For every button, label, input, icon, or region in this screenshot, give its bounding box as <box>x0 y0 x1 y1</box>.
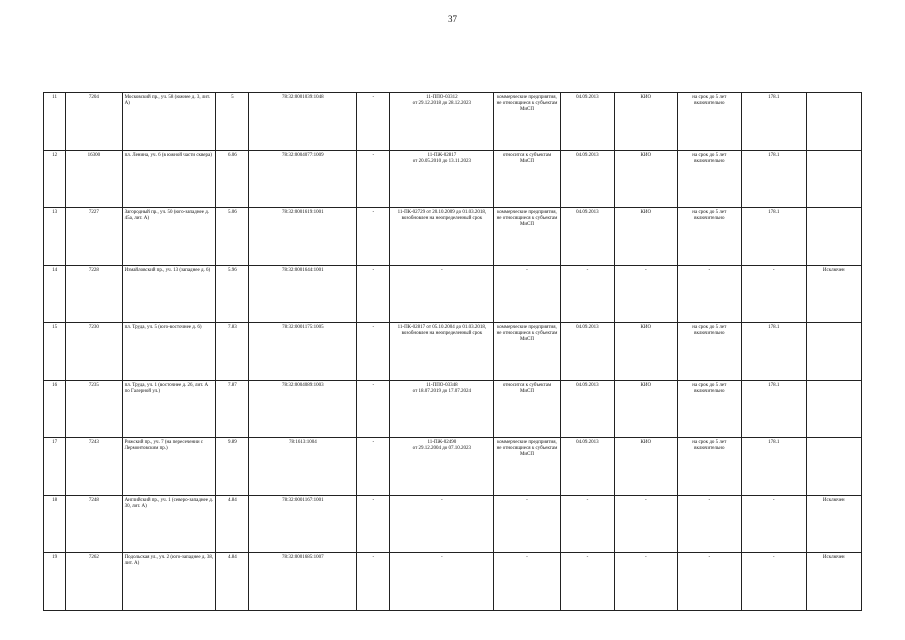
authority-cell: КИО <box>615 380 677 438</box>
term-cell: на срок до 5 лет включительно <box>677 438 741 496</box>
address-cell: пл. Труда, уч. 5 (юго-восточнее д. 6) <box>122 323 216 381</box>
row-number: 18 <box>44 495 66 553</box>
area-cell: 9.89 <box>216 438 249 496</box>
cadastral-number: 78:32:0001175:1005 <box>249 323 357 381</box>
lease-contract: 11-ПЖ-02817 от 20.05.2010 до 13.11.2023 <box>390 150 494 208</box>
area-cell: 7.83 <box>216 323 249 381</box>
row-number: 16 <box>44 380 66 438</box>
table-row <box>44 208 862 266</box>
area-cell: 5.96 <box>216 265 249 323</box>
date-cell: - <box>560 553 614 611</box>
status-cell: Исключен <box>806 553 862 611</box>
code-cell: - <box>742 495 806 553</box>
authority-cell: КИО <box>615 150 677 208</box>
area-cell: 4.84 <box>216 495 249 553</box>
object-code: 7204 <box>66 93 122 151</box>
address-cell: Загородный пр., уч. 50 (юго-западнее д. 45а, лит. А) <box>122 208 216 266</box>
authority-cell: - <box>615 553 677 611</box>
object-code: 16300 <box>66 150 122 208</box>
code-cell: 178.1 <box>742 380 806 438</box>
date-cell: 04.09.2013 <box>560 438 614 496</box>
registry-table <box>43 92 862 611</box>
term-cell: на срок до 5 лет включительно <box>677 208 741 266</box>
organization-type: - <box>494 265 560 323</box>
lease-contract: 11-ППО-03312 от 29.12.2018 до 28.12.2023 <box>390 93 494 151</box>
code-cell: 178.1 <box>742 150 806 208</box>
lease-contract: 11-ПК-02729 от 20.10.2009 до 01.03.2018, возобновлен на неопределенный срок <box>390 208 494 266</box>
empty-cell: - <box>357 553 390 611</box>
term-cell: на срок до 5 лет включительно <box>677 150 741 208</box>
object-code: 7262 <box>66 553 122 611</box>
row-number: 15 <box>44 323 66 381</box>
organization-type: - <box>494 495 560 553</box>
address-cell: Подольская ул., уч. 2 (юго-западнее д. 38, лит. А) <box>122 553 216 611</box>
address-cell: Английский пр., уч. 1 (северо-западнее д. 30, лит. А) <box>122 495 216 553</box>
organization-type: - <box>494 553 560 611</box>
row-number: 14 <box>44 265 66 323</box>
area-cell: 5 <box>216 93 249 151</box>
row-number: 13 <box>44 208 66 266</box>
term-cell: на срок до 5 лет включительно <box>677 380 741 438</box>
status-cell <box>806 150 862 208</box>
table-row <box>44 93 862 151</box>
address-cell: Рижский пр., уч. 7 (на пересечении с Лермонтовским пр.) <box>122 438 216 496</box>
cadastral-number: 78:32:0001039:1048 <box>249 93 357 151</box>
table-row <box>44 438 862 496</box>
authority-cell: КИО <box>615 323 677 381</box>
organization-type: относится к субъектам МиСП <box>494 380 560 438</box>
table-row <box>44 380 862 438</box>
empty-cell: - <box>357 380 390 438</box>
code-cell: - <box>742 553 806 611</box>
code-cell: 178.1 <box>742 438 806 496</box>
empty-cell: - <box>357 150 390 208</box>
date-cell: 04.09.2013 <box>560 323 614 381</box>
organization-type: коммерческие предприятия, не относящиеся к субъектам МиСП <box>494 208 560 266</box>
object-code: 7227 <box>66 208 122 266</box>
address-cell: Московский пр., уч. 58 (южнее д. 3, лит. А) <box>122 93 216 151</box>
status-cell <box>806 93 862 151</box>
date-cell: - <box>560 265 614 323</box>
organization-type: относится к субъектам МиСП <box>494 150 560 208</box>
status-cell <box>806 438 862 496</box>
lease-contract: - <box>390 265 494 323</box>
status-cell <box>806 208 862 266</box>
empty-cell: - <box>357 438 390 496</box>
address-cell: пл. Труда, уч. 1 (восточнее д. 26, лит. А по Галерной ул.) <box>122 380 216 438</box>
empty-cell: - <box>357 323 390 381</box>
area-cell: 4.84 <box>216 553 249 611</box>
row-number: 17 <box>44 438 66 496</box>
row-number: 12 <box>44 150 66 208</box>
object-code: 7248 <box>66 495 122 553</box>
cadastral-number: 78:32:0004077:1009 <box>249 150 357 208</box>
date-cell: 04.09.2013 <box>560 380 614 438</box>
organization-type: коммерческие предприятия, не относящиеся к субъектам МиСП <box>494 438 560 496</box>
address-cell: пл. Ленина, уч. 6 (в южной части сквера) <box>122 150 216 208</box>
cadastral-number: 78:32:0001167:1001 <box>249 495 357 553</box>
area-cell: 7.87 <box>216 380 249 438</box>
organization-type: коммерческие предприятия, не относящиеся к субъектам МиСП <box>494 93 560 151</box>
code-cell: - <box>742 265 806 323</box>
row-number: 11 <box>44 93 66 151</box>
table-row <box>44 553 862 611</box>
cadastral-number: 78:32:0004089:1003 <box>249 380 357 438</box>
cadastral-number: 78:1613:1004 <box>249 438 357 496</box>
authority-cell: КИО <box>615 208 677 266</box>
page-number: 37 <box>448 14 457 24</box>
cadastral-number: 78:32:0001685:1007 <box>249 553 357 611</box>
date-cell: 04.09.2013 <box>560 150 614 208</box>
table-row <box>44 150 862 208</box>
authority-cell: КИО <box>615 438 677 496</box>
empty-cell: - <box>357 93 390 151</box>
organization-type: коммерческие предприятия, не относящиеся к субъектам МиСП <box>494 323 560 381</box>
empty-cell: - <box>357 208 390 266</box>
empty-cell: - <box>357 265 390 323</box>
code-cell: 178.1 <box>742 208 806 266</box>
lease-contract: - <box>390 495 494 553</box>
object-code: 7243 <box>66 438 122 496</box>
date-cell: 04.09.2013 <box>560 93 614 151</box>
cadastral-number: 78:32:0001644:1001 <box>249 265 357 323</box>
lease-contract: 11-ППО-03348 от 18.07.2019 до 17.07.2024 <box>390 380 494 438</box>
term-cell: - <box>677 553 741 611</box>
status-cell <box>806 380 862 438</box>
object-code: 7230 <box>66 323 122 381</box>
cadastral-number: 78:32:0001619:1001 <box>249 208 357 266</box>
lease-contract: 11-ПК-02817 от 05.10.2004 до 01.03.2018, возобновлен на неопределенный срок <box>390 323 494 381</box>
date-cell: - <box>560 495 614 553</box>
area-cell: 5.06 <box>216 208 249 266</box>
term-cell: - <box>677 265 741 323</box>
authority-cell: - <box>615 495 677 553</box>
authority-cell: КИО <box>615 93 677 151</box>
term-cell: на срок до 5 лет включительно <box>677 323 741 381</box>
object-code: 7228 <box>66 265 122 323</box>
table-row <box>44 265 862 323</box>
area-cell: 6.06 <box>216 150 249 208</box>
empty-cell: - <box>357 495 390 553</box>
code-cell: 178.1 <box>742 93 806 151</box>
code-cell: 178.1 <box>742 323 806 381</box>
object-code: 7235 <box>66 380 122 438</box>
authority-cell: - <box>615 265 677 323</box>
term-cell: - <box>677 495 741 553</box>
term-cell: на срок до 5 лет включительно <box>677 93 741 151</box>
lease-contract: 11-ПЖ-02490 от 29.12.2004 до 07.10.2023 <box>390 438 494 496</box>
status-cell <box>806 323 862 381</box>
status-cell: Исключен <box>806 265 862 323</box>
table-row <box>44 323 862 381</box>
lease-contract: - <box>390 553 494 611</box>
date-cell: 04.09.2013 <box>560 208 614 266</box>
table-row <box>44 495 862 553</box>
row-number: 19 <box>44 553 66 611</box>
address-cell: Измайловский пр., уч. 13 (западнее д. 6) <box>122 265 216 323</box>
status-cell: Исключен <box>806 495 862 553</box>
